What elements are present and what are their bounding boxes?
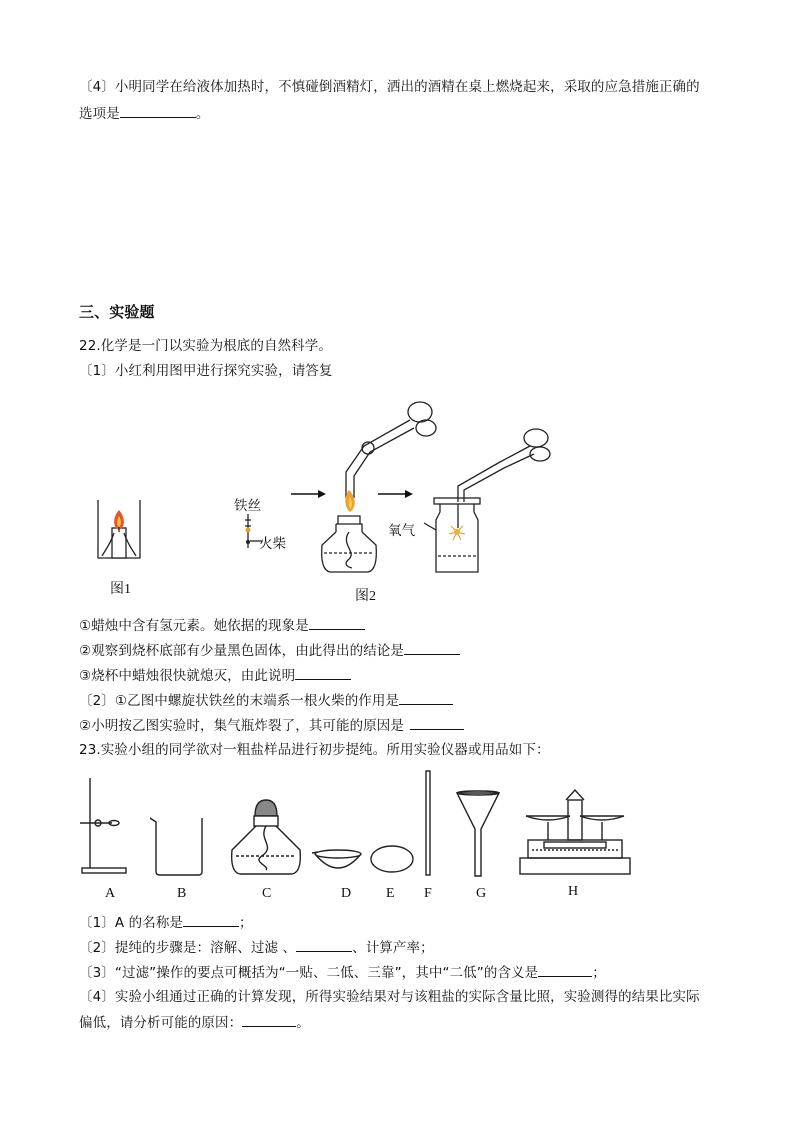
- glass-rod-icon: [426, 771, 430, 875]
- answer-blank[interactable]: [296, 938, 352, 952]
- q22-item-4-text: 〔2〕①乙图中螺旋状铁丝的末端系一根火柴的作用是: [79, 693, 400, 709]
- apparatus-label-d: D: [341, 886, 352, 901]
- funnel-icon: [457, 791, 499, 876]
- q23-sub-3-prefix: 〔3〕“过滤”操作的要点可概括为“一贴、二低、三靠”，其中“二低”的含义是: [79, 965, 539, 981]
- apparatus-label-f: F: [424, 886, 432, 901]
- q23-stem: 23.实验小组的同学欲对一粗盐样品进行初步提纯。所用实验仪器或用品如下：: [79, 742, 550, 758]
- q23-sub-3: [79, 963, 606, 982]
- q23-sub-1: [79, 913, 253, 932]
- iron-stand-icon: [80, 778, 126, 873]
- label-iron-wire: 铁丝: [234, 498, 262, 514]
- answer-blank[interactable]: [242, 1013, 296, 1027]
- q23-sub-2-suffix: 、计算产率；: [352, 940, 434, 956]
- q22-item-3-text: ③烧杯中蜡烛很快就熄灭，由此说明: [79, 668, 296, 684]
- balance-scale-icon: [520, 790, 630, 874]
- q23-sub-2-prefix: 〔2〕提纯的步骤是：溶解、过滤 、: [79, 940, 297, 956]
- apparatus-label-a: A: [105, 886, 116, 901]
- q22-part1: 〔1〕小红利用图甲进行探究实验，请答复: [79, 363, 333, 379]
- alcohol-lamp-icon: [232, 800, 301, 874]
- q23-sub-1-suffix: ；: [239, 915, 253, 931]
- q23-sub-2: [79, 938, 434, 957]
- answer-blank[interactable]: [183, 913, 239, 927]
- q23-sub-4-line2: [79, 1013, 310, 1032]
- q4-line2-prefix: 选项是: [79, 106, 120, 122]
- q22-stem: 22.化学是一门以实验为根底的自然科学。: [79, 338, 332, 354]
- fig2-caption: 图2: [355, 589, 376, 604]
- q4-line2-suffix: 。: [195, 106, 210, 122]
- q22-item-2-text: ②观察到烧杯底部有少量黑色固体，由此得出的结论是: [79, 643, 405, 659]
- q23-sub-4-suffix: 。: [296, 1015, 310, 1031]
- filter-paper-icon: [371, 846, 413, 872]
- q23-sub-3-suffix: ；: [592, 965, 606, 981]
- apparatus-label-h: H: [568, 884, 579, 899]
- evaporating-dish-icon: [312, 850, 361, 868]
- answer-blank[interactable]: [538, 963, 592, 977]
- q22-item-1-text: ①蜡烛中含有氢元素。她依据的现象是: [79, 618, 309, 634]
- apparatus-label-g: G: [476, 886, 487, 901]
- label-oxygen: 氧气: [388, 523, 416, 539]
- q22-item-5-text: ②小明按乙图实验时，集气瓶炸裂了，其可能的原因是: [79, 718, 405, 734]
- q23-sub-4-line1: 〔4〕实验小组通过正确的计算发现，所得实验结果对与该粗盐的实际含量比照，实验测得的结果比实际: [79, 989, 700, 1005]
- fig1-caption: 图1: [110, 582, 131, 597]
- apparatus-label-b: B: [177, 886, 187, 901]
- q4-line1: 〔4〕小明同学在给液体加热时，不慎碰倒酒精灯，洒出的酒精在桌上燃烧起来，采取的应急措施正确的: [79, 79, 700, 95]
- apparatus-label-e: E: [386, 886, 395, 901]
- q23-sub-1-prefix: 〔1〕A 的名称是: [79, 915, 184, 931]
- beaker-icon: [150, 818, 202, 875]
- section-title: 三、实验题: [79, 303, 155, 321]
- apparatus-label-c: C: [262, 886, 272, 901]
- q23-sub-4-prefix: 偏低，请分析可能的原因：: [79, 1015, 243, 1031]
- label-match: 火柴: [259, 536, 287, 552]
